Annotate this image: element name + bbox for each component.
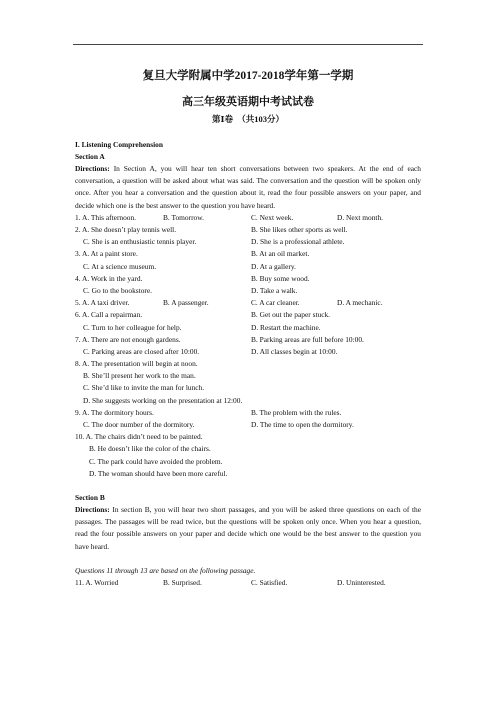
option-b: B. The problem with the rules. [251, 407, 342, 417]
option-a: 4. A. Work in the yard. [75, 273, 143, 283]
directions-label: Directions: [75, 504, 110, 514]
option-b: B. A passenger. [163, 298, 209, 308]
section-a-directions [75, 163, 421, 212]
question-row [75, 407, 421, 419]
directions-label: Directions: [75, 164, 110, 173]
header-rule [73, 44, 423, 45]
question-row [75, 443, 421, 455]
option-c: C. Parking areas are closed after 10:00. [83, 346, 200, 356]
option-c: C. Turn to her colleague for help. [83, 322, 182, 332]
volume-title: 第Ⅰ卷 （共103分） [212, 114, 284, 124]
option-a: 8. A. The presentation will begin at noon. [75, 359, 198, 369]
exam-title: 高三年级英语期中考试试卷 [182, 96, 314, 108]
question-row [75, 261, 421, 273]
option-c: C. Next week. [251, 212, 294, 222]
option-b: B. She’ll present her work to the man. [83, 371, 196, 381]
question-row [75, 419, 421, 431]
section-b-heading: Section B [75, 492, 105, 502]
question-row [75, 456, 421, 468]
question-row [75, 358, 421, 370]
option-a: 5. A. A taxi driver. [75, 298, 130, 308]
question-row [75, 285, 421, 297]
option-d: D. Restart the machine. [251, 322, 321, 332]
question-row [75, 322, 421, 334]
directions-text: In section B, you will hear two short passages, and you will be asked three questions on each of the passages. The passages will be read twice, but the questions will be spoken only once. When you hear a question, read the four possible answers on your paper and decide which one would be the best answer to the question you have heard. [75, 504, 421, 551]
question-row [75, 577, 421, 589]
option-b: B. Buy some wood. [251, 273, 310, 283]
section-a-heading: Section A [75, 152, 105, 161]
question-row [75, 236, 421, 248]
question-row [75, 468, 421, 480]
option-c: C. She is an enthusiastic tennis player. [83, 237, 197, 247]
option-d: D. The woman should have been more careful. [89, 468, 228, 478]
option-d: D. The time to open the dormitory. [251, 420, 354, 429]
option-b: B. Tomorrow. [163, 212, 204, 222]
question-row [75, 248, 421, 260]
option-c: C. At a science museum. [83, 261, 157, 271]
question-row [75, 370, 421, 382]
option-a: 3. A. At a paint store. [75, 249, 138, 259]
option-c: C. The door number of the dormitory. [83, 420, 195, 429]
section-b-directions [75, 504, 421, 553]
option-c: C. A car cleaner. [251, 298, 300, 308]
option-b: B. Surprised. [163, 577, 202, 587]
question-row [75, 309, 421, 321]
question-row [75, 297, 421, 309]
option-a: 7. A. There are not enough gardens. [75, 334, 181, 344]
option-b: B. Get out the paper stuck. [251, 310, 331, 320]
option-d: D. Next month. [337, 212, 383, 222]
part-heading: I. Listening Comprehension [75, 140, 163, 149]
option-d: D. She is a professional athlete. [251, 237, 345, 247]
option-a: 11. A. Worried [75, 577, 119, 587]
school-title: 复旦大学附属中学2017-2018学年第一学期 [142, 70, 354, 82]
question-row [75, 395, 421, 407]
option-c: C. The park could have avoided the problem. [89, 456, 223, 466]
option-b: B. He doesn’t like the color of the chairs. [89, 444, 211, 454]
option-d: D. At a gallery. [251, 261, 296, 271]
exam-content [75, 139, 421, 589]
question-row [75, 334, 421, 346]
option-d: D. Take a walk. [251, 285, 298, 295]
passage-note: Questions 11 through 13 are based on the following passage. [75, 565, 256, 575]
option-a: 2. A. She doesn’t play tennis well. [75, 225, 177, 234]
option-b: B. At an oil market. [251, 249, 310, 259]
option-b: B. She likes other sports as well. [251, 225, 348, 234]
question-row [75, 431, 421, 443]
option-d: D. A mechanic. [337, 298, 383, 308]
option-d: D. All classes begin at 10:00. [251, 346, 338, 356]
question-row [75, 346, 421, 358]
option-d: D. Uninterested. [337, 577, 386, 587]
option-a: 9. A. The dormitory hours. [75, 407, 154, 417]
option-a: 10. A. The chairs didn’t need to be painted. [75, 432, 203, 442]
option-c: C. Satisfied. [251, 577, 288, 587]
question-row [75, 212, 421, 224]
question-row [75, 224, 421, 236]
option-a: 1. A. This afternoon. [75, 212, 137, 222]
question-row [75, 273, 421, 285]
option-c: C. Go to the bookstore. [83, 285, 152, 295]
question-row [75, 382, 421, 394]
option-d: D. She suggests working on the presentation at 12:00. [83, 395, 243, 405]
directions-text: In Section A, you will hear ten short conversations between two speakers. At the end of each conversation, a question will be asked about what was said. The conversation and the question will be spoken only once. After you hear a conversation and the question about it, read the four possible answers on your paper, and decide which one is the best answer to the question you have heard. [75, 164, 421, 210]
option-b: B. Parking areas are full before 10:00. [251, 334, 364, 344]
option-a: 6. A. Call a repairman. [75, 310, 143, 320]
option-c: C. She’d like to invite the man for lunch. [83, 383, 205, 393]
